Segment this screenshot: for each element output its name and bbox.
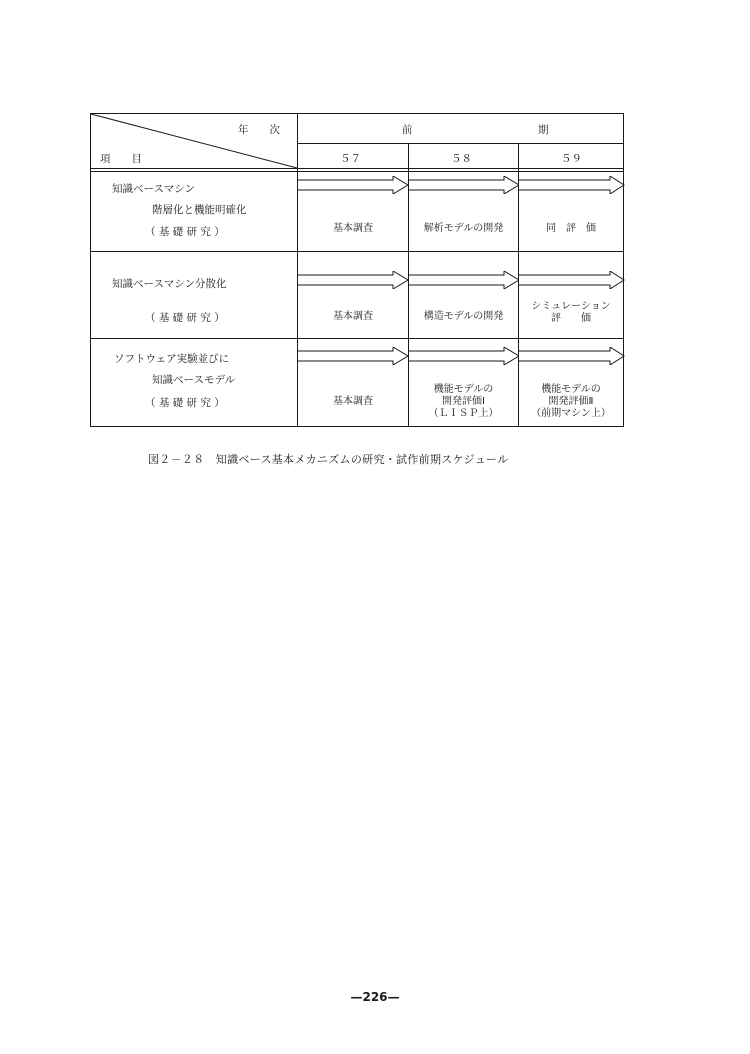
year-58: ５８ bbox=[451, 153, 472, 165]
row1-cell-57: 基本調査 bbox=[333, 223, 373, 234]
row3-item-line2: 知識ベースモデル bbox=[152, 374, 235, 386]
schedule-table bbox=[90, 113, 624, 427]
schedule-arrow bbox=[408, 271, 520, 289]
row1-item-line2: 階層化と機能明確化 bbox=[152, 204, 247, 216]
row2-item-line1: 知識ベースマシン分散化 bbox=[112, 278, 227, 290]
row-divider-1 bbox=[90, 251, 624, 252]
page-number: —226— bbox=[350, 990, 400, 1004]
row2-item-line2: （ 基 礎 研 究 ） bbox=[145, 312, 225, 324]
row1-cell-58: 解析モデルの開発 bbox=[423, 223, 504, 234]
schedule-arrow bbox=[297, 347, 409, 365]
row2-cell-58: 構造モデルの開発 bbox=[423, 311, 504, 322]
period-label-second: 期 bbox=[538, 124, 549, 136]
row1-item-line3: （ 基 礎 研 究 ） bbox=[145, 226, 225, 238]
row3-item-line3: （ 基 礎 研 究 ） bbox=[145, 397, 225, 409]
schedule-arrow bbox=[408, 176, 520, 194]
schedule-arrow bbox=[518, 271, 625, 289]
row1-cell-59: 同 評 価 bbox=[546, 223, 596, 234]
year-59: ５９ bbox=[561, 153, 582, 165]
row1-item-line1: 知識ベースマシン bbox=[112, 183, 196, 195]
header-double-line-b bbox=[90, 171, 624, 172]
schedule-arrow bbox=[297, 176, 409, 194]
row-divider-2 bbox=[90, 338, 624, 339]
row3-cell-59: 機能モデルの 開発評価Ⅱ （前期マシン上） bbox=[531, 384, 611, 419]
row2-cell-57: 基本調査 bbox=[333, 311, 373, 322]
schedule-arrow bbox=[408, 347, 520, 365]
row3-item-line1: ソフトウェア実験並びに bbox=[114, 353, 230, 365]
item-header-label: 項 目 bbox=[100, 153, 142, 165]
row3-cell-58: 機能モデルの 開発評価Ⅰ （ＬＩＳＰ上） bbox=[428, 384, 499, 419]
figure-caption: 図２－２８ 知識ベース基本メカニズムの研究・試作前期スケジュール bbox=[148, 453, 509, 466]
row2-cell-59: シミュレーション 評 価 bbox=[531, 301, 611, 324]
schedule-arrow bbox=[518, 347, 625, 365]
schedule-arrow bbox=[518, 176, 625, 194]
year-header-label: 年 次 bbox=[238, 124, 280, 136]
header-divider bbox=[297, 143, 624, 144]
schedule-arrow bbox=[297, 271, 409, 289]
period-label-first: 前 bbox=[402, 124, 413, 136]
row3-cell-57: 基本調査 bbox=[333, 396, 373, 407]
table-border-right bbox=[623, 113, 624, 427]
table-border-bottom bbox=[90, 426, 624, 427]
year-57: ５７ bbox=[340, 153, 361, 165]
